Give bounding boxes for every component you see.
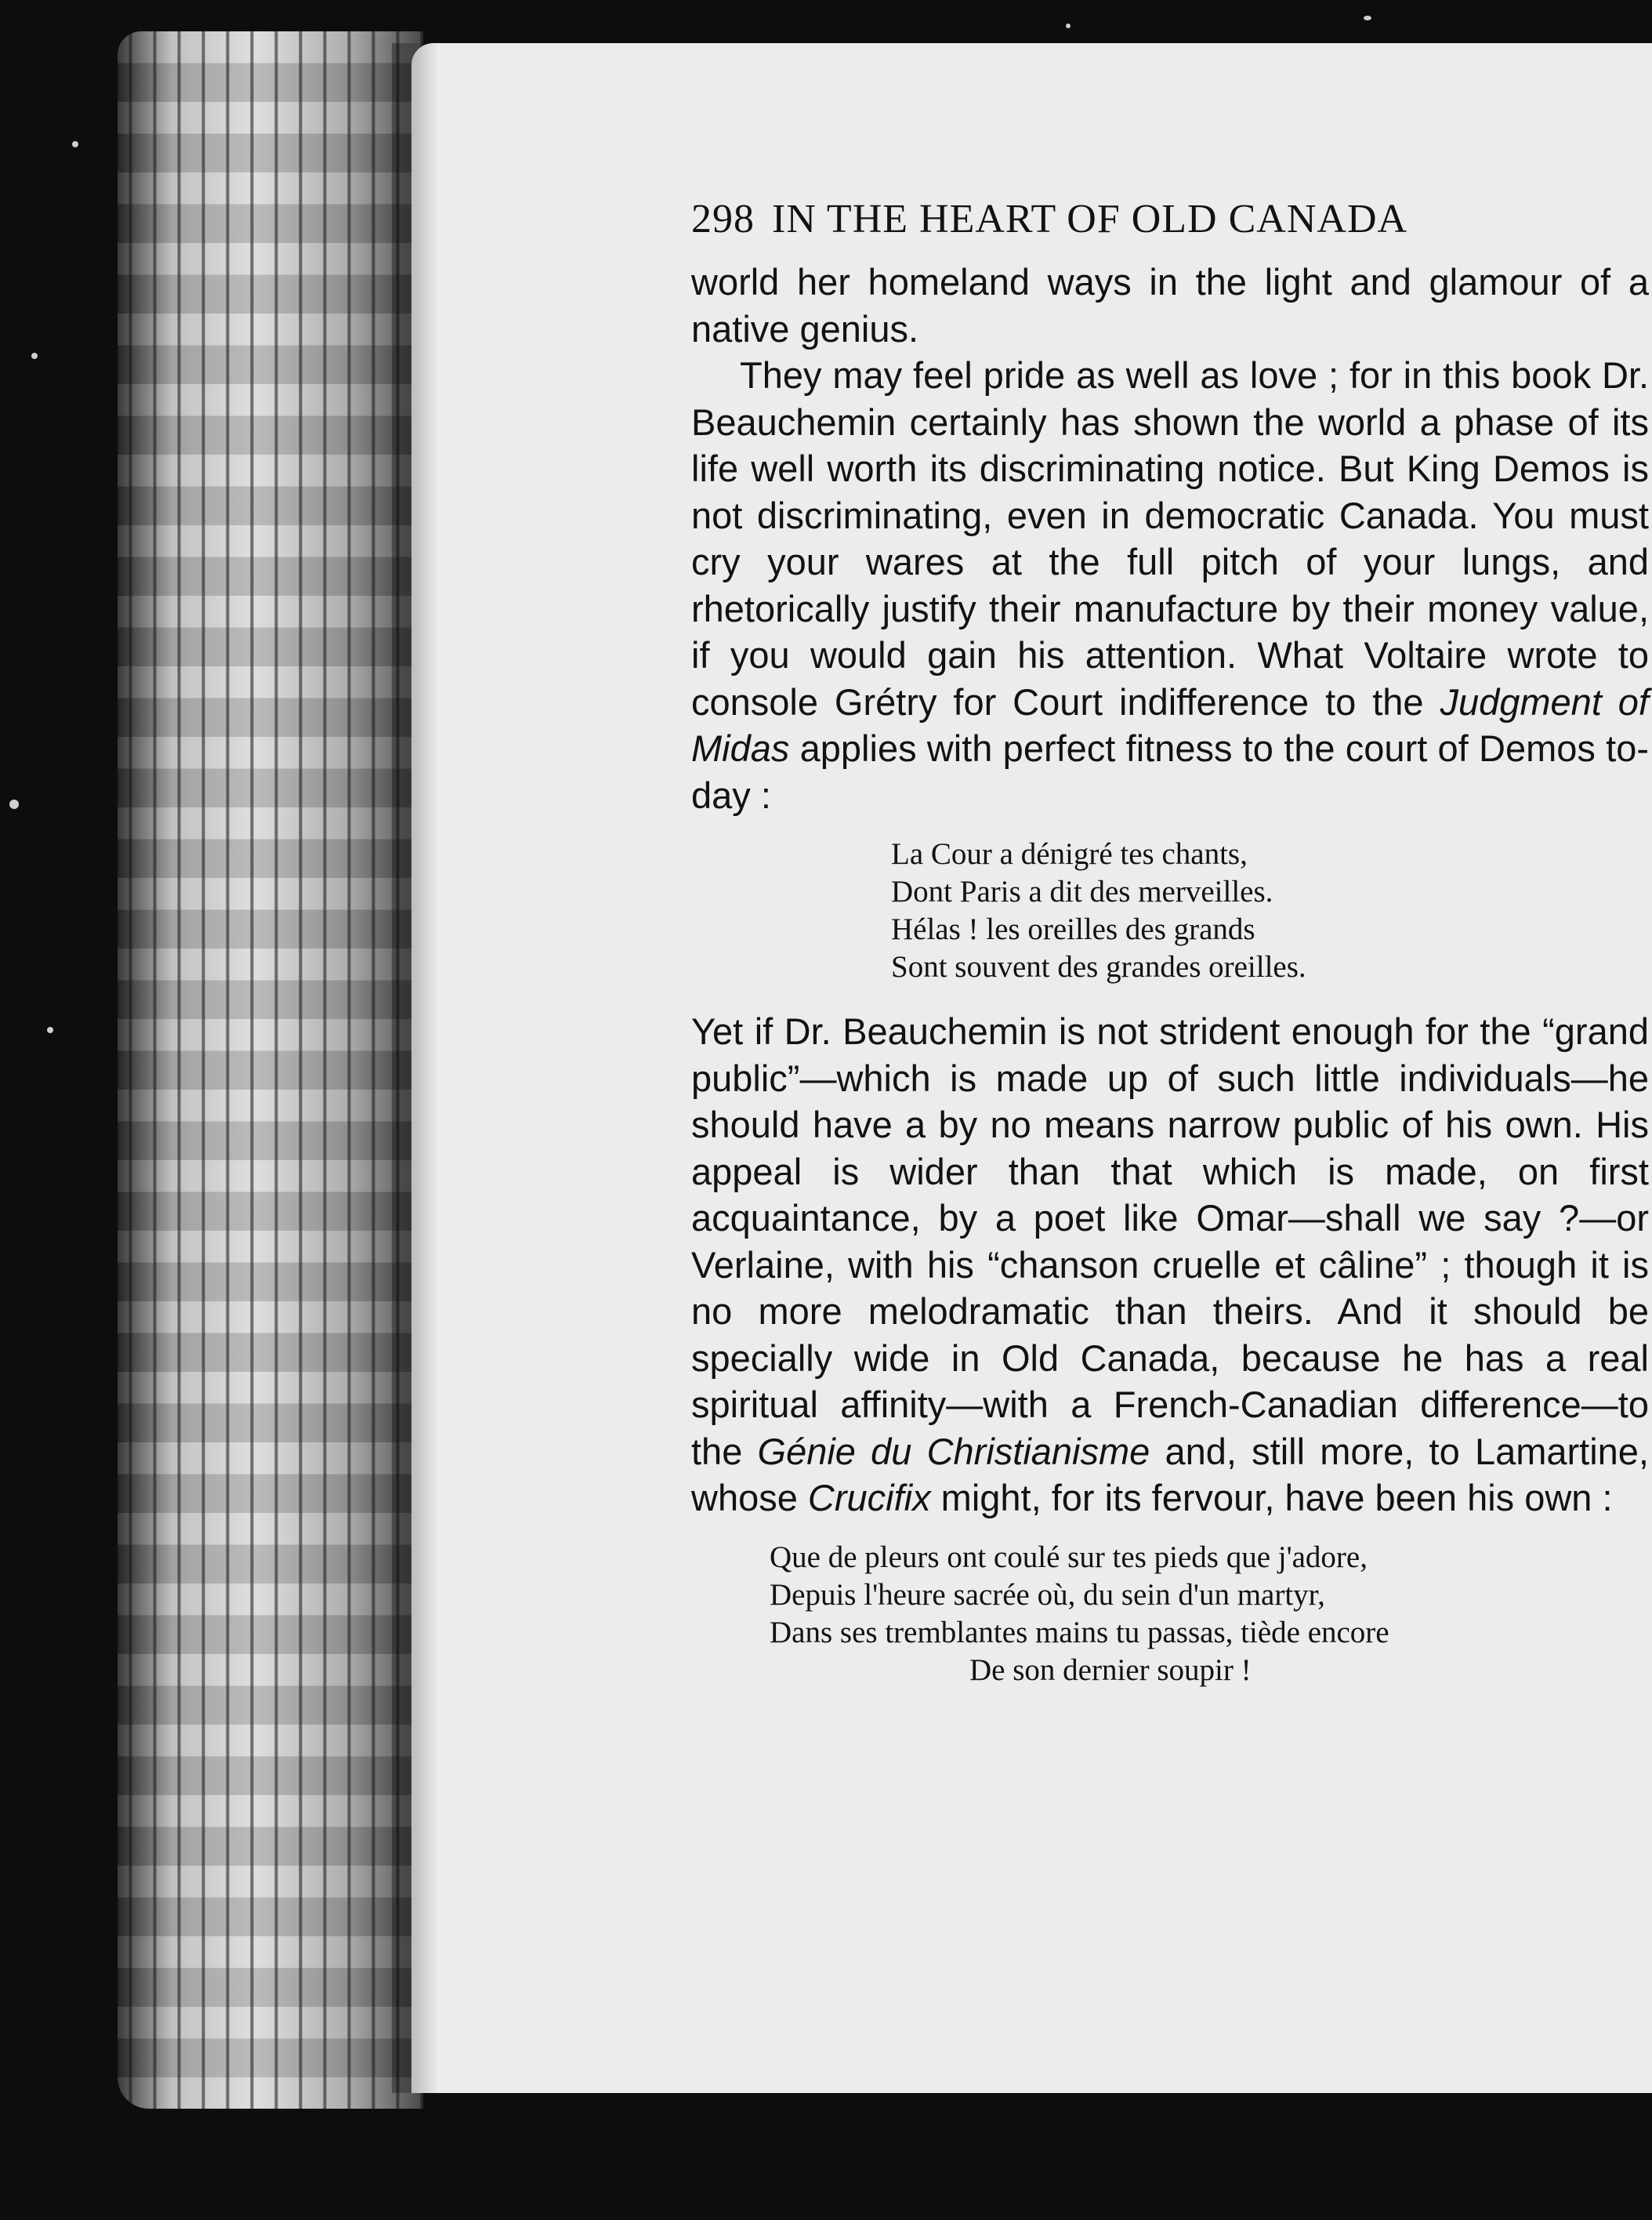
verse-line: Dont Paris a dit des merveilles. <box>891 875 1273 909</box>
paragraph-1: world her homeland ways in the light and glamour of a native genius. <box>691 261 1649 350</box>
verse-line: La Cour a dénigré tes chants, <box>891 837 1248 871</box>
paragraph-3-text-c: might, for its fervour, have been his own : <box>930 1477 1613 1518</box>
gutter-shadow <box>392 43 439 2093</box>
verse-lamartine <box>770 1539 1649 1689</box>
paragraph-2-italic-title: Judgment of Midas <box>691 680 1649 769</box>
running-head-title: IN THE HEART OF OLD CANADA <box>772 197 1408 241</box>
verse-voltaire <box>891 836 1649 986</box>
verse-line: Hélas ! les oreilles des grands <box>891 912 1255 946</box>
paragraph-3 <box>691 1008 1649 1522</box>
paragraph-2-text-b: applies with perfect fitness to the court of Demos to-day : <box>691 727 1649 816</box>
book-page-edges <box>118 31 423 2109</box>
verse-line: Depuis l'heure sacrée où, du sein d'un martyr, <box>770 1577 1325 1612</box>
page-number: 298 <box>691 197 755 241</box>
verse-line: De son dernier soupir ! <box>969 1652 1252 1687</box>
paragraph-3-italic-title-2: Crucifix <box>807 1477 931 1518</box>
paragraph-3-text-b: and, still more, to Lamartine, whose <box>691 1430 1649 1518</box>
verse-line: Dans ses tremblantes mains tu passas, tiède encore <box>770 1615 1389 1649</box>
paragraph-2-text-a: They may feel pride as well as love ; for in this book Dr. Beauchemin certainly has shown the world a phase of its life well worth its discriminating notice. But King Demos is not discriminating, even in democratic Canada. You must cry your wares at the full pitch of your lungs, and rhetorically justify their manufacture by their money value, if you would gain his attention. What Voltaire wrote to console Grétry for Court indifference to the <box>691 354 1649 723</box>
verse-line: Sont souvent des grandes oreilles. <box>891 950 1306 984</box>
running-header <box>691 188 1649 251</box>
verse-line: Que de pleurs ont coulé sur tes pieds que j'adore, <box>770 1540 1368 1574</box>
paragraph-3-italic-title-1: Génie du Christianisme <box>757 1430 1150 1472</box>
page-text <box>691 188 1649 1689</box>
paragraph-2 <box>691 352 1649 818</box>
paragraph-3-text-a: Yet if Dr. Beauchemin is not strident enough for the “grand public”—which is made up of such little individuals—he should have a by no means narrow public of his own. His appeal is wider than that which is made, on first acquaintance, by a poet like Omar—shall we say ?—or Verlaine, with his “chanson cruelle et câline” ; though it is no more melodramatic than theirs. And it should be specially wide in Old Canada, because he has a real spiritual affinity—with a French-Canadian difference—to the <box>691 1010 1649 1472</box>
